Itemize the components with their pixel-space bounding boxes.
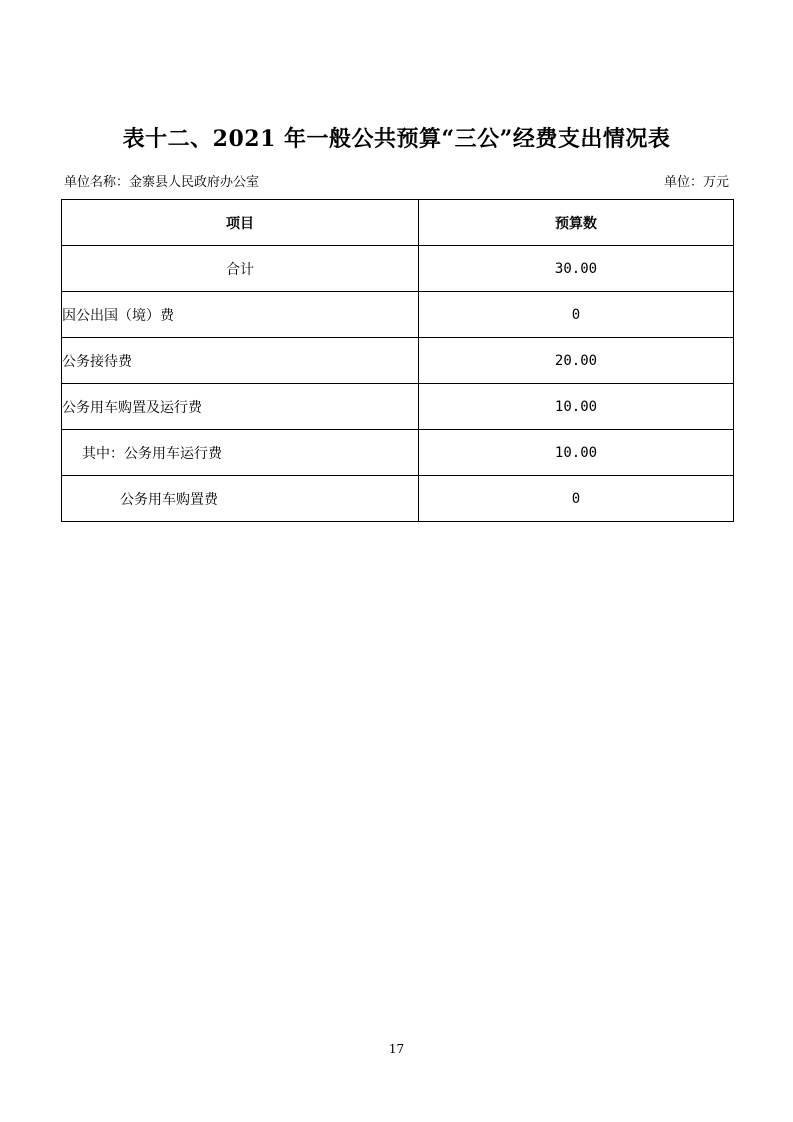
row-value: 20.00: [419, 338, 734, 384]
row-value: 10.00: [419, 384, 734, 430]
row-label: 公务接待费: [62, 338, 419, 384]
table-row: [62, 476, 734, 522]
budget-table: [61, 199, 734, 522]
row-value: 10.00: [419, 430, 734, 476]
document-title: 表十二、2021 年一般公共预算“三公”经费支出情况表: [122, 126, 671, 152]
table-row: [62, 338, 734, 384]
unit-label: 单位：万元: [663, 175, 729, 190]
column-header-budget: 预算数: [419, 200, 734, 246]
page-number: 17: [388, 1042, 405, 1056]
row-label: 因公出国（境）费: [62, 292, 419, 338]
table-header-row: [62, 200, 734, 246]
row-label: 公务用车购置及运行费: [62, 384, 419, 430]
row-label-total: 合计: [62, 246, 419, 292]
row-value: 0: [419, 292, 734, 338]
row-label: 公务用车购置费: [62, 476, 419, 522]
row-value: 0: [419, 476, 734, 522]
unit-name-label: 单位名称：金寨县人民政府办公室: [64, 175, 260, 190]
table-row-total: [62, 246, 734, 292]
table-row: [62, 430, 734, 476]
table-row: [62, 292, 734, 338]
row-label: 其中：公务用车运行费: [62, 430, 419, 476]
table-row: [62, 384, 734, 430]
row-value-total: 30.00: [419, 246, 734, 292]
column-header-item: 项目: [62, 200, 419, 246]
